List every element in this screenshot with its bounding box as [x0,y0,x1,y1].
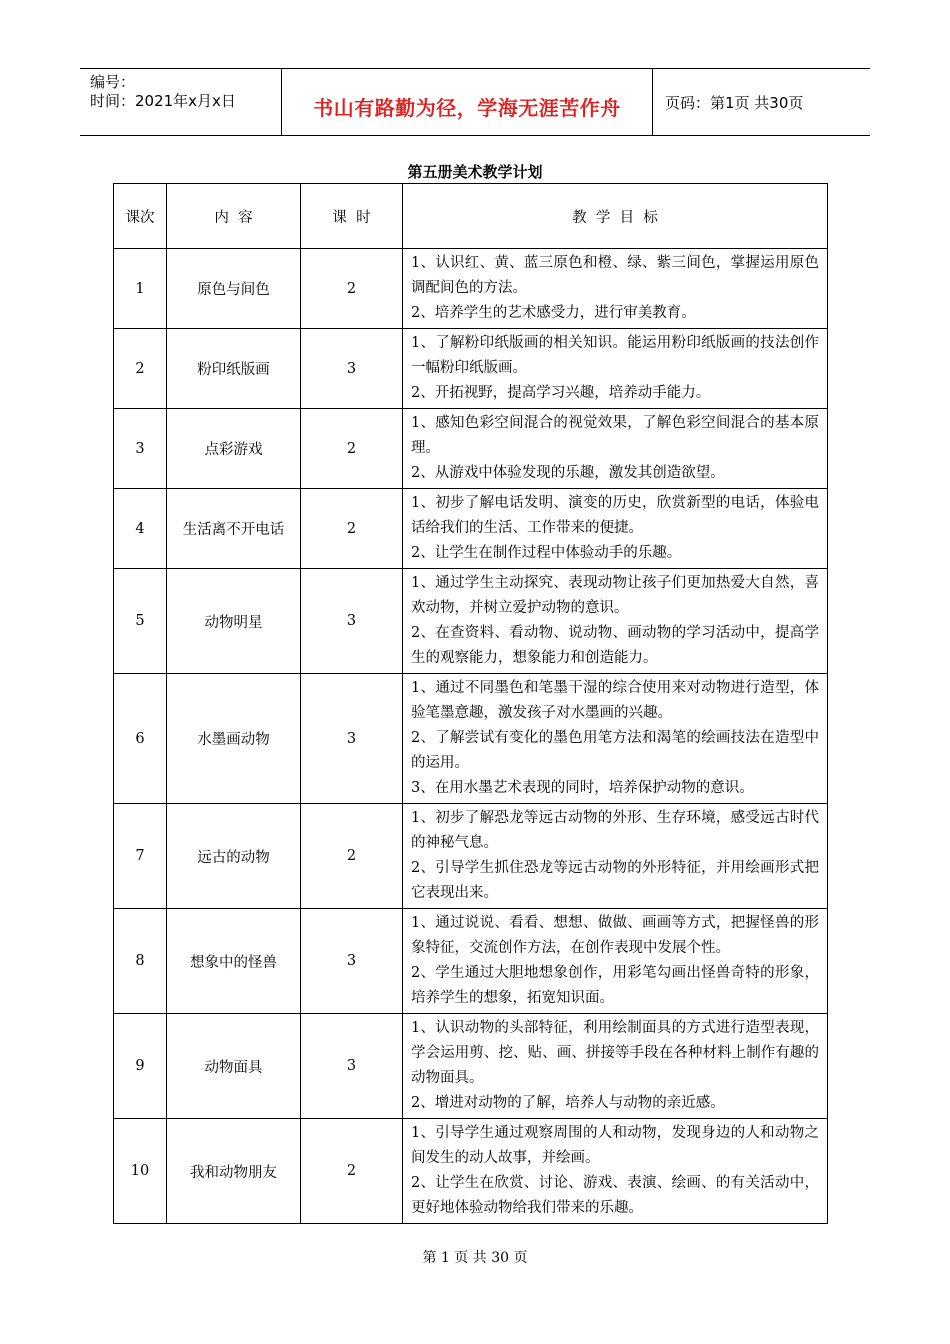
table-row [114,1014,828,1119]
table-row [114,1119,828,1224]
goal-item: 1、通过说说、看看、想想、做做、画画等方式，把握怪兽的形象特征，交流创作方法，在创作表现中发展个性。 [411,915,819,956]
column-header-lesson: 课次 [114,184,167,249]
goal-item: 1、引导学生通过观察周围的人和动物，发现身边的人和动物之间发生的动人故事，并绘画。 [411,1125,819,1166]
goal-item: 1、初步了解恐龙等远古动物的外形、生存环境，感受远古时代的神秘气息。 [411,810,819,851]
lesson-goals [403,249,828,329]
table-row [114,489,828,569]
table-body [114,249,828,1224]
header-meta [80,69,282,135]
lesson-content: 想象中的怪兽 [167,909,301,1014]
goal-item: 1、通过学生主动探究、表现动物让孩子们更加热爱大自然，喜欢动物，并树立爱护动物的意识。 [411,575,819,616]
goal-item: 2、引导学生抓住恐龙等远古动物的外形特征，并用绘画形式把它表现出来。 [411,860,819,901]
lesson-content: 动物明星 [167,569,301,674]
goal-item: 2、在查资料、看动物、说动物、画动物的学习活动中，提高学生的观察能力，想象能力和创造能力。 [411,625,819,666]
lesson-content: 原色与间色 [167,249,301,329]
lesson-goals [403,1014,828,1119]
page-title: 第五册美术教学计划 [407,163,543,181]
lesson-content: 远古的动物 [167,804,301,909]
table-row [114,329,828,409]
goal-item: 2、学生通过大胆地想象创作，用彩笔勾画出怪兽奇特的形象，培养学生的想象，拓宽知识面。 [411,965,819,1006]
lesson-hours: 2 [301,804,403,909]
time-label: 时间：2021年x月x日 [90,92,236,110]
lesson-hours: 3 [301,909,403,1014]
lesson-number: 7 [114,804,167,909]
lesson-number: 3 [114,409,167,489]
lesson-content: 水墨画动物 [167,674,301,804]
lesson-goals [403,409,828,489]
lesson-goals [403,569,828,674]
lesson-goals [403,674,828,804]
document-header [80,68,870,136]
page-number-label: 页码：第1页 共30页 [665,93,804,112]
lesson-content: 生活离不开电话 [167,489,301,569]
goal-item: 1、认识红、黄、蓝三原色和橙、绿、紫三间色，掌握运用原色调配间色的方法。 [411,255,819,296]
lesson-number: 1 [114,249,167,329]
lesson-number: 2 [114,329,167,409]
header-motto-cell [282,69,653,135]
lesson-goals [403,1119,828,1224]
table-row [114,409,828,489]
column-header-goals: 教 学 目 标 [403,184,828,249]
lesson-content: 我和动物朋友 [167,1119,301,1224]
motto: 书山有路勤为径，学海无涯苦作舟 [313,95,621,120]
lesson-goals [403,804,828,909]
lesson-content: 动物面具 [167,1014,301,1119]
lesson-hours: 2 [301,489,403,569]
lesson-hours: 3 [301,674,403,804]
goal-item: 1、认识动物的头部特征，利用绘制面具的方式进行造型表现，学会运用剪、挖、贴、画、拼接等手段在各种材料上制作有趣的动物面具。 [411,1020,819,1086]
goal-item: 2、从游戏中体验发现的乐趣，激发其创造欲望。 [411,465,725,481]
lesson-hours: 2 [301,409,403,489]
lesson-number: 6 [114,674,167,804]
number-label: 编号： [90,73,136,91]
goal-item: 1、了解粉印纸版画的相关知识。能运用粉印纸版画的技法创作一幅粉印纸版画。 [411,335,819,376]
page-footer: 第 1 页 共 30 页 [422,1250,528,1266]
goal-item: 2、培养学生的艺术感受力，进行审美教育。 [411,305,696,321]
table-row [114,804,828,909]
lesson-goals [403,909,828,1014]
lesson-number: 5 [114,569,167,674]
goal-item: 2、开拓视野，提高学习兴趣，培养动手能力。 [411,385,711,401]
column-header-content: 内 容 [167,184,301,249]
goal-item: 1、感知色彩空间混合的视觉效果，了解色彩空间混合的基本原理。 [411,415,819,456]
lesson-number: 9 [114,1014,167,1119]
lesson-content: 点彩游戏 [167,409,301,489]
goal-item: 2、让学生在欣赏、讨论、游戏、表演、绘画、的有关活动中，更好地体验动物给我们带来的乐趣。 [411,1175,819,1216]
table-row [114,569,828,674]
goal-item: 2、让学生在制作过程中体验动手的乐趣。 [411,545,682,561]
table-row [114,249,828,329]
lesson-hours: 2 [301,249,403,329]
lesson-content: 粉印纸版画 [167,329,301,409]
lesson-number: 8 [114,909,167,1014]
lesson-number: 4 [114,489,167,569]
goal-item: 2、了解尝试有变化的墨色用笔方法和渴笔的绘画技法在造型中的运用。 [411,730,819,771]
lesson-hours: 3 [301,329,403,409]
table-row [114,909,828,1014]
lesson-hours: 3 [301,569,403,674]
teaching-plan-table [113,183,828,1224]
column-header-hours: 课 时 [301,184,403,249]
lesson-goals [403,329,828,409]
lesson-hours: 2 [301,1119,403,1224]
lesson-goals [403,489,828,569]
goal-item: 3、在用水墨艺术表现的同时，培养保护动物的意识。 [411,780,754,796]
goal-item: 1、初步了解电话发明、演变的历史，欣赏新型的电话，体验电话给我们的生活、工作带来的便捷。 [411,495,819,536]
goal-item: 1、通过不同墨色和笔墨干湿的综合使用来对动物进行造型，体验笔墨意趣，激发孩子对水墨画的兴趣。 [411,680,819,721]
lesson-hours: 3 [301,1014,403,1119]
table-header-row [114,184,828,249]
lesson-number: 10 [114,1119,167,1224]
table-row [114,674,828,804]
goal-item: 2、增进对动物的了解，培养人与动物的亲近感。 [411,1095,725,1111]
